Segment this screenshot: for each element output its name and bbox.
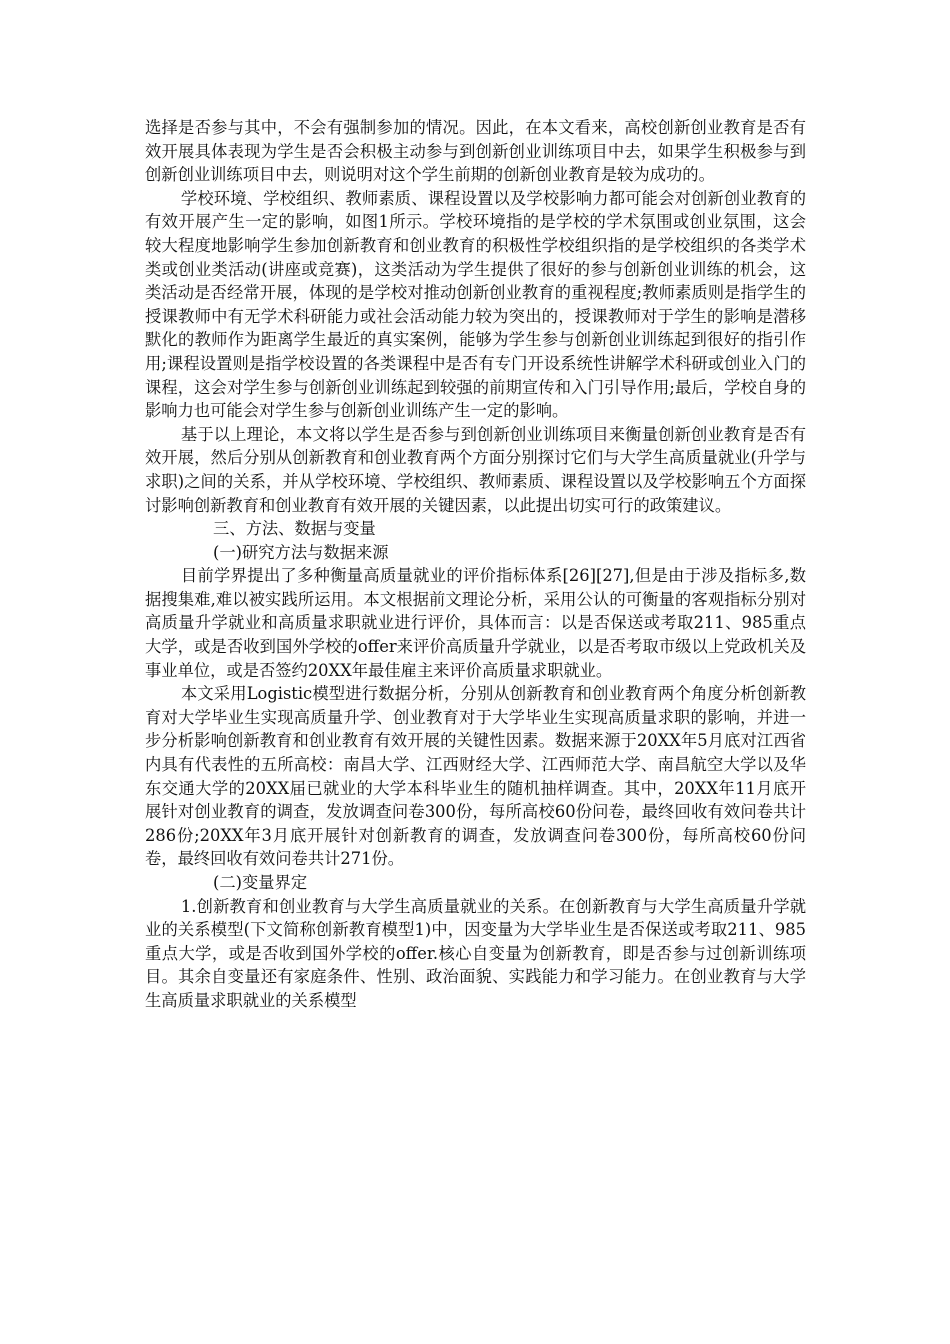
section-heading-methods: 三、方法、数据与变量 (213, 519, 376, 539)
paragraph-evaluation-indicators: 目前学界提出了多种衡量高质量就业的评价指标体系[26][27],但是由于涉及指标多,数据搜集难,难以被实践所运用。本文根据前文理论分析，采用公认的可衡量的客观指标分别对高质量升学就业和高质量求职就业进行评价，具体而言：以是否保送或考取211、985重点大学，或是否收到国外学校的offer来评价高质量升学就业，以是否考取市级以上党政机关及事业单位，或是否签约20XX年最佳雇主来评价高质量求职就业。 (145, 566, 806, 680)
paragraph-school-factors: 学校环境、学校组织、教师素质、课程设置以及学校影响力都可能会对创新创业教育的有效开展产生一定的影响，如图1所示。学校环境指的是学校的学术氛围或创业氛围，这会较大程度地影响学生参加创新教育和创业教育的积极性学校组织指的是学校组织的各类学术类或创业类活动(讲座或竞赛)，这类活动为学生提供了很好的参与创新创业训练的机会，这类活动是否经常开展，体现的是学校对推动创新创业教育的重视程度;教师素质则是指学生的授课教师中有无学术科研能力或社会活动能力较为突出的，授课教师对于学生的影响是潜移默化的教师作为距离学生最近的真实案例，能够为学生参与创新创业训练起到很好的指引作用;课程设置则是指学校设置的各类课程中是否有专门开设系统性讲解学术科研或创业入门的课程，这会对学生参与创新创业训练起到较强的前期宣传和入门引导作用;最后，学校自身的影响力也可能会对学生参与创新创业训练产生一定的影响。 (145, 188, 806, 421)
subsection-heading-research-methods: (一)研究方法与数据来源 (213, 542, 389, 562)
paragraph-variable-definition: 1.创新教育和创业教育与大学生高质量就业的关系。在创新教育与大学生高质量升学就业的关系模型(下文简称创新教育模型1)中，因变量为大学毕业生是否保送或考取211、985重点大学，或是否收到国外学校的offer.核心自变量为创新教育，即是否参与过创新训练项目。其余自变量还有家庭条件、性别、政治面貌、实践能力和学习能力。在创业教育与大学生高质量求职就业的关系模型 (145, 896, 806, 1010)
paragraph-theory-basis: 基于以上理论，本文将以学生是否参与到创新创业训练项目来衡量创新创业教育是否有效开展，然后分别从创新教育和创业教育两个方面分别探讨它们与大学生高质量就业(升学与求职)之间的关系，并从学校环境、学校组织、教师素质、课程设置以及学校影响五个方面探讨影响创新教育和创业教育有效开展的关键因素，以此提出切实可行的政策建议。 (145, 424, 806, 515)
paragraph-data-source: 本文采用Logistic模型进行数据分析，分别从创新教育和创业教育两个角度分析创新教育对大学毕业生实现高质量升学、创业教育对于大学毕业生实现高质量求职的影响，并进一步分析影响创新教育和创业教育有效开展的关键性因素。数据来源于20XX年5月底对江西省内具有代表性的五所高校：南昌大学、江西财经大学、江西师范大学、南昌航空大学以及华东交通大学的20XX届已就业的大学本科毕业生的随机抽样调查。其中，20XX年11月底开展针对创业教育的调查，发放调查问卷300份，每所高校60份问卷，最终回收有效问卷共计286份;20XX年3月底开展针对创新教育的调查，发放调查问卷300份，每所高校60份问卷，最终回收有效问卷共计271份。 (145, 684, 806, 869)
subsection-heading-variables: (二)变量界定 (213, 873, 308, 892)
document-page (145, 116, 806, 1013)
paragraph-continuation: 选择是否参与其中，不会有强制参加的情况。因此，在本文看来，高校创新创业教育是否有效开展具体表现为学生是否会积极主动参与到创新创业训练项目中去，如果学生积极参与到创新创业训练项目中去，则说明对这个学生前期的创新创业教育是较为成功的。 (145, 118, 806, 185)
